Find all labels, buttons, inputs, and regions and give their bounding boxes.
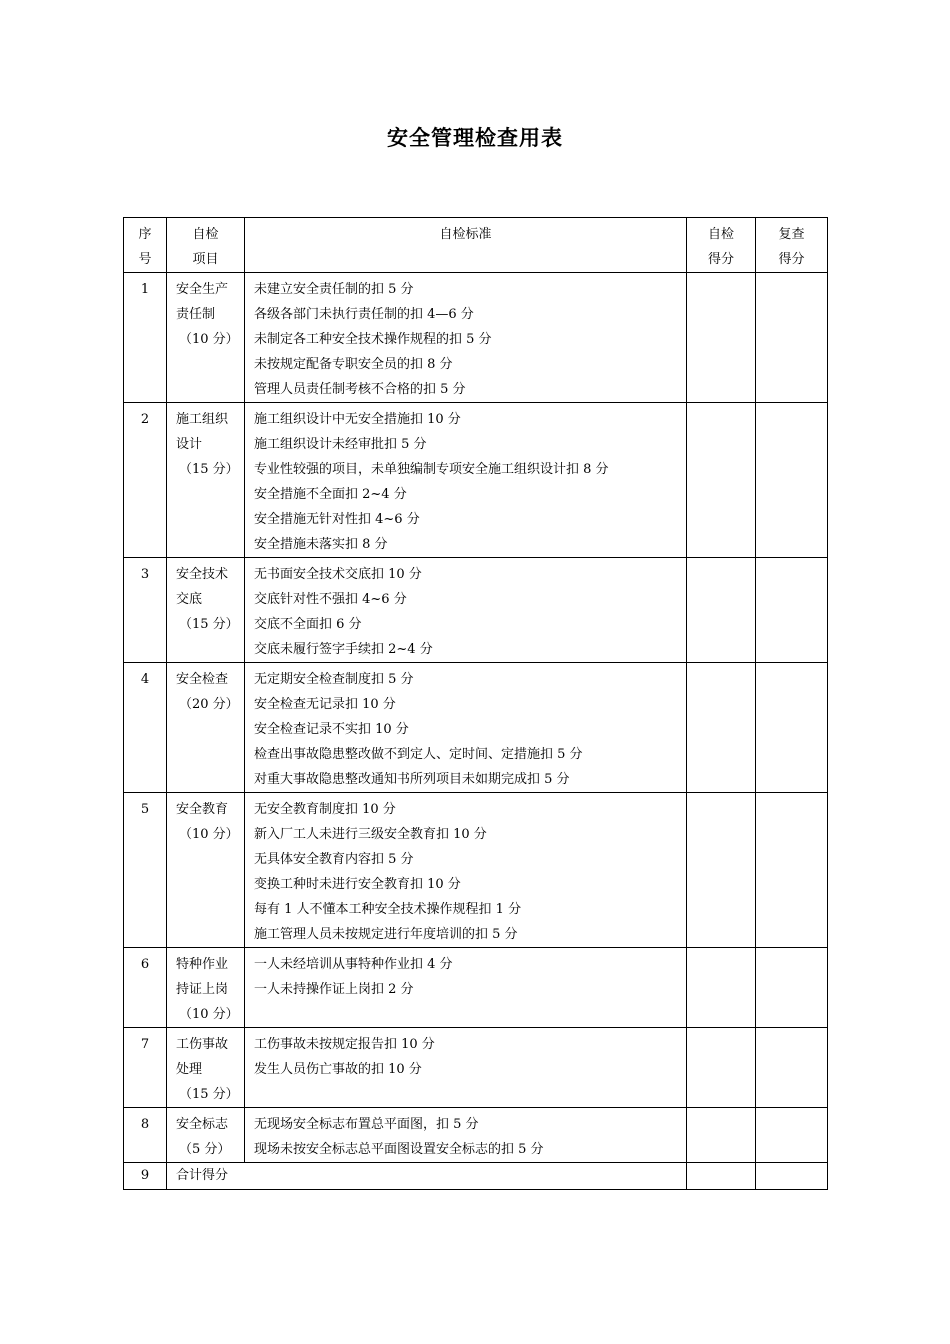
standard-line: 安全措施未落实扣 8 分 (254, 537, 388, 552)
standard-line: 交底针对性不强扣 4~6 分 (254, 592, 407, 607)
check-item-line: 安全教育 (176, 802, 229, 817)
standard-line: 专业性较强的项目，未单独编制专项安全施工组织设计扣 8 分 (254, 462, 609, 477)
standard-line: 施工组织设计未经审批扣 5 分 (254, 437, 427, 452)
check-item-line: （5 分） (179, 1142, 231, 1157)
standard-line: 无定期安全检查制度扣 5 分 (254, 672, 414, 687)
standard-line: 一人未经培训从事特种作业扣 4 分 (254, 957, 453, 972)
header-row (124, 218, 828, 273)
self-score-cell[interactable] (687, 1028, 756, 1108)
row-number: 7 (124, 1028, 167, 1108)
standard-line: 现场未按安全标志总平面图设置安全标志的扣 5 分 (254, 1142, 544, 1157)
standard-line: 安全检查无记录扣 10 分 (254, 697, 396, 712)
standard-line: 未建立安全责任制的扣 5 分 (254, 282, 414, 297)
check-item (167, 1108, 245, 1163)
header-no: 序 号 (124, 218, 167, 273)
self-score-cell[interactable] (687, 403, 756, 558)
header-item: 自检 项目 (167, 218, 245, 273)
table-row (124, 793, 828, 948)
recheck-score-cell[interactable] (756, 558, 828, 663)
standard-line: 工伤事故未按规定报告扣 10 分 (254, 1037, 435, 1052)
header-recheck-score: 复查 得分 (756, 218, 828, 273)
table-row (124, 1108, 828, 1163)
self-score-cell[interactable] (687, 273, 756, 403)
check-item-line: 持证上岗 (176, 982, 229, 997)
standard-line: 安全措施不全面扣 2~4 分 (254, 487, 407, 502)
table-row (124, 663, 828, 793)
check-item (167, 1028, 245, 1108)
standard-line: 无具体安全教育内容扣 5 分 (254, 852, 414, 867)
recheck-score-cell[interactable] (756, 1163, 828, 1190)
page-title: 安全管理检查用表 (387, 126, 563, 150)
recheck-score-cell[interactable] (756, 1108, 828, 1163)
check-item-line: （20 分） (179, 697, 239, 712)
check-item-line: 工伤事故 (176, 1037, 229, 1052)
total-label: 合计得分 (167, 1163, 687, 1190)
standard-line: 检查出事故隐患整改做不到定人、定时间、定措施扣 5 分 (254, 747, 583, 762)
table-row (124, 948, 828, 1028)
standard-line: 交底未履行签字手续扣 2~4 分 (254, 642, 433, 657)
self-score-cell[interactable] (687, 1163, 756, 1190)
check-item-line: （10 分） (179, 1007, 239, 1022)
check-item-line: （15 分） (179, 617, 239, 632)
check-item-line: （10 分） (179, 827, 239, 842)
check-item-line: （15 分） (179, 462, 239, 477)
check-standard (245, 403, 687, 558)
recheck-score-cell[interactable] (756, 793, 828, 948)
standard-line: 无安全教育制度扣 10 分 (254, 802, 396, 817)
table-row (124, 403, 828, 558)
self-score-cell[interactable] (687, 948, 756, 1028)
header-standard: 自检标准 (245, 218, 687, 273)
header-self-score: 自检 得分 (687, 218, 756, 273)
standard-line: 每有 1 人不懂本工种安全技术操作规程扣 1 分 (254, 902, 522, 917)
row-number: 1 (124, 273, 167, 403)
check-item-line: 安全生产 (176, 282, 229, 297)
check-item (167, 403, 245, 558)
standard-line: 各级各部门未执行责任制的扣 4—6 分 (254, 307, 474, 322)
check-item-line: 交底 (176, 592, 203, 607)
safety-inspection-table (123, 217, 828, 1190)
recheck-score-cell[interactable] (756, 403, 828, 558)
standard-line: 新入厂工人未进行三级安全教育扣 10 分 (254, 827, 487, 842)
check-standard (245, 1108, 687, 1163)
table-row (124, 1028, 828, 1108)
standard-line: 发生人员伤亡事故的扣 10 分 (254, 1062, 422, 1077)
check-item (167, 663, 245, 793)
standard-line: 无书面安全技术交底扣 10 分 (254, 567, 422, 582)
check-item-line: 处理 (176, 1062, 203, 1077)
row-number: 9 (124, 1163, 167, 1190)
standard-line: 变换工种时未进行安全教育扣 10 分 (254, 877, 461, 892)
standard-line: 施工管理人员未按规定进行年度培训的扣 5 分 (254, 927, 518, 942)
check-item (167, 948, 245, 1028)
check-item-line: 设计 (176, 437, 203, 452)
self-score-cell[interactable] (687, 558, 756, 663)
check-standard (245, 663, 687, 793)
check-item (167, 273, 245, 403)
total-row (124, 1163, 828, 1190)
standard-line: 安全检查记录不实扣 10 分 (254, 722, 409, 737)
table-row (124, 273, 828, 403)
recheck-score-cell[interactable] (756, 273, 828, 403)
self-score-cell[interactable] (687, 793, 756, 948)
standard-line: 施工组织设计中无安全措施扣 10 分 (254, 412, 461, 427)
check-item-line: 责任制 (176, 307, 216, 322)
standard-line: 一人未持操作证上岗扣 2 分 (254, 982, 414, 997)
check-item-line: 安全检查 (176, 672, 229, 687)
check-item (167, 793, 245, 948)
standard-line: 交底不全面扣 6 分 (254, 617, 362, 632)
check-item-line: 安全标志 (176, 1117, 229, 1132)
standard-line: 无现场安全标志布置总平面图，扣 5 分 (254, 1117, 479, 1132)
self-score-cell[interactable] (687, 663, 756, 793)
row-number: 3 (124, 558, 167, 663)
row-number: 8 (124, 1108, 167, 1163)
row-number: 6 (124, 948, 167, 1028)
check-item-line: 特种作业 (176, 957, 229, 972)
row-number: 2 (124, 403, 167, 558)
standard-line: 对重大事故隐患整改通知书所列项目未如期完成扣 5 分 (254, 772, 570, 787)
check-item-line: （15 分） (179, 1087, 239, 1102)
check-standard (245, 948, 687, 1028)
check-item-line: 安全技术 (176, 567, 229, 582)
check-item-line: 施工组织 (176, 412, 229, 427)
standard-line: 未制定各工种安全技术操作规程的扣 5 分 (254, 332, 492, 347)
recheck-score-cell[interactable] (756, 948, 828, 1028)
check-item-line: （10 分） (179, 332, 239, 347)
recheck-score-cell[interactable] (756, 1028, 828, 1108)
check-standard (245, 793, 687, 948)
check-standard (245, 1028, 687, 1108)
check-standard (245, 558, 687, 663)
standard-line: 安全措施无针对性扣 4~6 分 (254, 512, 420, 527)
recheck-score-cell[interactable] (756, 663, 828, 793)
self-score-cell[interactable] (687, 1108, 756, 1163)
standard-line: 管理人员责任制考核不合格的扣 5 分 (254, 382, 466, 397)
table-row (124, 558, 828, 663)
row-number: 4 (124, 663, 167, 793)
check-item (167, 558, 245, 663)
row-number: 5 (124, 793, 167, 948)
check-standard (245, 273, 687, 403)
standard-line: 未按规定配备专职安全员的扣 8 分 (254, 357, 453, 372)
